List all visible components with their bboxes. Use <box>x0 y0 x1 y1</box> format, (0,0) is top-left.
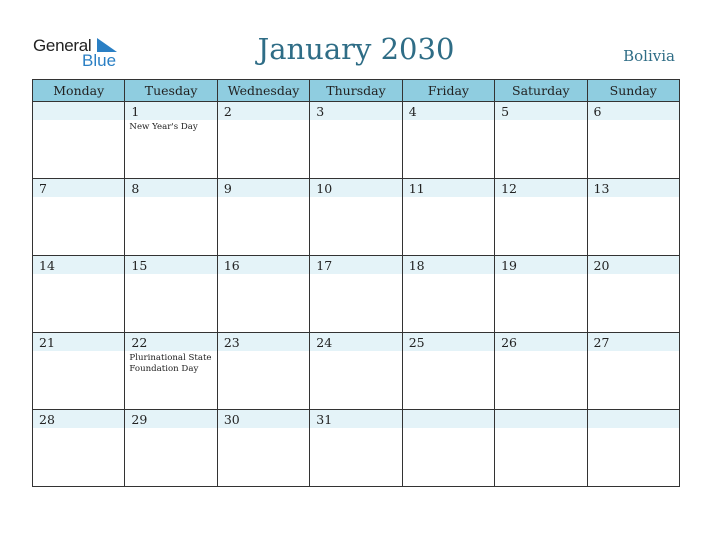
day-cell[interactable] <box>587 102 679 179</box>
day-number-bar <box>403 410 494 428</box>
day-cell[interactable] <box>33 102 125 179</box>
day-number: 17 <box>316 258 333 273</box>
day-number: 4 <box>408 104 417 119</box>
day-number: 25 <box>408 335 425 350</box>
day-number: 18 <box>408 258 425 273</box>
day-number: 24 <box>316 335 333 350</box>
day-cell[interactable] <box>217 179 309 256</box>
day-number: 30 <box>223 412 240 427</box>
day-cell[interactable] <box>217 256 309 333</box>
day-cell[interactable] <box>495 333 587 410</box>
day-cell[interactable] <box>587 179 679 256</box>
day-cell[interactable] <box>125 333 217 410</box>
holiday-label: Plurinational State Foundation Day <box>129 353 212 374</box>
day-cell[interactable] <box>310 333 402 410</box>
day-number: 19 <box>501 258 518 273</box>
day-number: 2 <box>223 104 232 119</box>
day-number: 5 <box>501 104 510 119</box>
day-number: 23 <box>223 335 240 350</box>
day-number-bar <box>588 410 679 428</box>
weekday-wednesday: Wednesday <box>217 80 309 102</box>
day-number: 21 <box>39 335 55 350</box>
week-row <box>33 256 680 333</box>
day-number: 16 <box>223 258 240 273</box>
day-number: 10 <box>316 181 333 196</box>
week-row <box>33 179 680 256</box>
logo-text-general: General <box>33 36 92 55</box>
holiday-label: New Year's Day <box>129 122 198 132</box>
day-number: 29 <box>131 412 148 427</box>
day-cell[interactable] <box>125 102 217 179</box>
day-number: 1 <box>131 104 140 119</box>
weekday-tuesday: Tuesday <box>125 80 217 102</box>
country-label: Bolivia <box>623 47 675 65</box>
day-number: 15 <box>131 258 148 273</box>
day-number-bar <box>495 410 586 428</box>
day-cell[interactable] <box>402 256 494 333</box>
day-number: 20 <box>593 258 610 273</box>
day-cell[interactable] <box>495 256 587 333</box>
day-cell[interactable] <box>495 179 587 256</box>
weekday-friday: Friday <box>402 80 494 102</box>
day-cell[interactable] <box>310 410 402 487</box>
day-number: 9 <box>223 181 232 196</box>
day-number: 3 <box>316 104 325 119</box>
day-cell[interactable] <box>310 102 402 179</box>
weekday-monday: Monday <box>33 80 125 102</box>
day-number: 13 <box>593 181 610 196</box>
week-row <box>33 410 680 487</box>
day-cell[interactable] <box>125 256 217 333</box>
day-number: 26 <box>501 335 518 350</box>
week-row <box>33 102 680 179</box>
calendar-title: January 2030 <box>257 32 455 66</box>
day-number: 27 <box>593 335 610 350</box>
day-cell[interactable] <box>125 179 217 256</box>
day-number: 12 <box>501 181 518 196</box>
day-cell[interactable] <box>402 179 494 256</box>
day-number: 22 <box>131 335 148 350</box>
day-cell[interactable] <box>310 256 402 333</box>
day-number: 28 <box>39 412 55 427</box>
day-cell[interactable] <box>402 102 494 179</box>
day-cell[interactable] <box>217 410 309 487</box>
weekday-header-row <box>33 80 680 102</box>
calendar-grid <box>32 79 680 487</box>
day-number-bar <box>33 102 124 120</box>
day-cell[interactable] <box>33 410 125 487</box>
day-cell[interactable] <box>402 333 494 410</box>
day-cell[interactable] <box>33 179 125 256</box>
logo-text-blue: Blue <box>82 51 117 70</box>
day-cell[interactable] <box>495 102 587 179</box>
day-number: 14 <box>39 258 55 273</box>
day-cell[interactable] <box>587 333 679 410</box>
weekday-sunday: Sunday <box>587 80 679 102</box>
day-cell[interactable] <box>495 410 587 487</box>
day-cell[interactable] <box>587 256 679 333</box>
weekday-thursday: Thursday <box>310 80 402 102</box>
day-cell[interactable] <box>217 333 309 410</box>
day-cell[interactable] <box>33 333 125 410</box>
day-cell[interactable] <box>402 410 494 487</box>
day-cell[interactable] <box>33 256 125 333</box>
day-number: 11 <box>408 181 425 196</box>
day-number: 31 <box>316 412 333 427</box>
day-cell[interactable] <box>587 410 679 487</box>
weekday-saturday: Saturday <box>495 80 587 102</box>
day-cell[interactable] <box>125 410 217 487</box>
day-number: 7 <box>39 181 47 196</box>
day-cell[interactable] <box>310 179 402 256</box>
week-row <box>33 333 680 410</box>
day-number: 6 <box>593 104 602 119</box>
day-number: 8 <box>131 181 140 196</box>
day-cell[interactable] <box>217 102 309 179</box>
